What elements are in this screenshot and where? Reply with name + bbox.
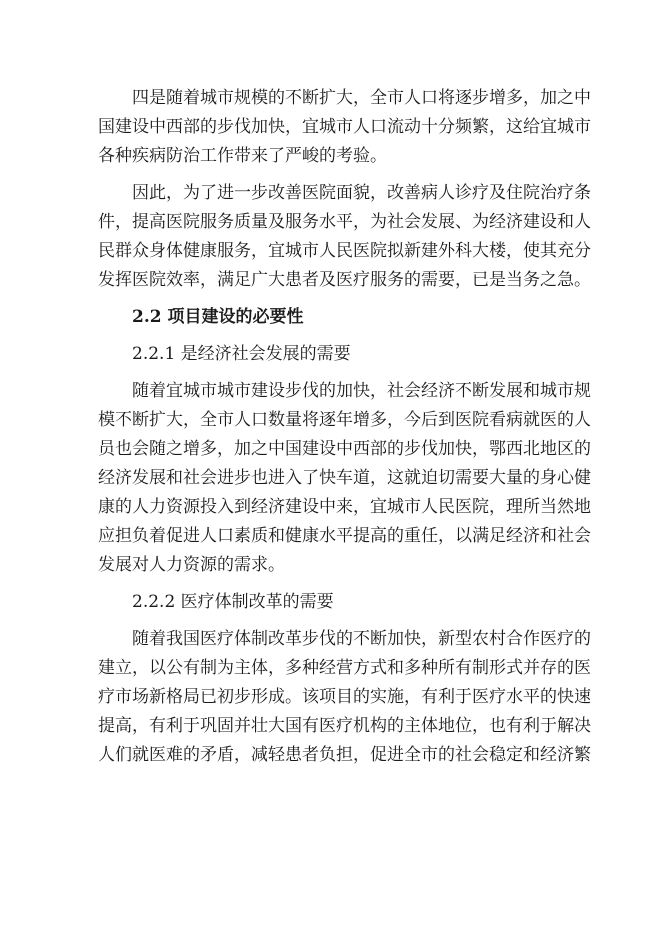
text-line: 康的人力资源投入到经济建设中来，宜城市人民医院，理所当然地 — [98, 497, 591, 517]
paragraph-economic-development — [98, 377, 591, 580]
document-page — [98, 84, 591, 770]
paragraph-conclusion — [98, 179, 591, 295]
text-line: 件，提高医院服务质量及服务水平，为社会发展、为经济建设和人 — [98, 212, 591, 232]
text-line: 随着我国医疗体制改革步伐的不断加快，新型农村合作医疗的 — [132, 629, 591, 649]
text-line: 发挥医院效率，满足广大患者及医疗服务的需要，已是当务之急。 — [98, 270, 591, 290]
section-heading: 2.2 项目建设的必要性 — [132, 307, 304, 327]
text-line: 国建设中西部的步伐加快，宜城市人口流动十分频繁，这给宜城市 — [98, 117, 591, 137]
text-line: 建立，以公有制为主体，多种经营方式和多种所有制形式并存的医 — [98, 658, 591, 678]
subsection-heading: 2.2.1 是经济社会发展的需要 — [132, 344, 351, 364]
text-line: 四是随着城市规模的不断扩大，全市人口将逐步增多，加之中 — [132, 88, 591, 108]
text-line: 员也会随之增多，加之中国建设中西部的步伐加快，鄂西北地区的 — [98, 439, 591, 459]
text-line: 发展对人力资源的需求。 — [98, 555, 285, 575]
text-line: 应担负着促进人口素质和健康水平提高的重任，以满足经济和社会 — [98, 526, 591, 546]
paragraph-population-growth — [98, 84, 591, 171]
subsection-heading: 2.2.2 医疗体制改革的需要 — [132, 592, 334, 612]
text-line: 经济发展和社会进步也进入了快车道，这就迫切需要大量的身心健 — [98, 468, 591, 488]
text-line: 随着宜城市城市建设步伐的加快，社会经济不断发展和城市规 — [132, 381, 591, 401]
paragraph-medical-reform — [98, 625, 591, 770]
text-line: 民群众身体健康服务，宜城市人民医院拟新建外科大楼，使其充分 — [98, 241, 591, 261]
text-line: 各种疾病防治工作带来了严峻的考验。 — [98, 146, 387, 166]
text-line: 因此，为了进一步改善医院面貌，改善病人诊疗及住院治疗条 — [132, 183, 591, 203]
text-line: 人们就医难的矛盾，减轻患者负担，促进全市的社会稳定和经济繁 — [98, 745, 591, 765]
text-line: 模不断扩大，全市人口数量将逐年增多，今后到医院看病就医的人 — [98, 410, 591, 430]
text-line: 疗市场新格局已初步形成。该项目的实施，有利于医疗水平的快速 — [98, 687, 591, 707]
text-line: 提高，有利于巩固并壮大国有医疗机构的主体地位，也有利于解决 — [98, 716, 591, 736]
